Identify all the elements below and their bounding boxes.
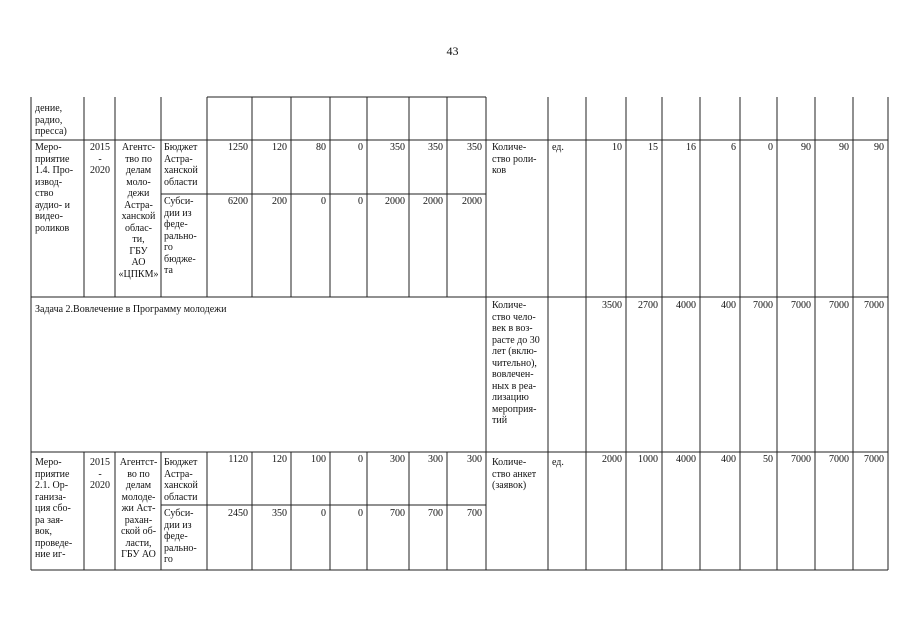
m21-indicator-value-2: 1000: [638, 454, 658, 465]
cell-line: ской об-: [120, 526, 157, 537]
m14-indicator-value-5: 0: [768, 142, 773, 153]
cell-line: рахан-: [124, 514, 153, 526]
m14-federal-value-3: 0: [321, 196, 326, 207]
cell-line: приятие: [35, 468, 70, 480]
cell-line: области: [164, 491, 198, 503]
cell-line: роликов: [35, 222, 70, 234]
m21-indicator-value-4: 400: [721, 454, 736, 465]
m21-regional-value-7: 300: [467, 454, 482, 465]
cell-line: ков: [492, 165, 507, 176]
cell-line: АО: [131, 257, 146, 268]
m21-indicator-value-5: 50: [763, 454, 773, 465]
cell-line: -: [98, 153, 102, 165]
m21-indicator-value-3: 4000: [676, 454, 696, 465]
cell-line: ство анкет: [492, 468, 537, 480]
cell-line: феде-: [164, 531, 188, 542]
cell-line: ти,: [132, 234, 145, 245]
task2-indicator-value-4: 400: [721, 300, 736, 311]
m14-indicator-value-3: 16: [686, 142, 696, 153]
m21-indicator-value-7: 7000: [829, 454, 849, 465]
cell-line: Субси-: [164, 508, 194, 519]
m14-source-regional: [162, 142, 207, 188]
cell-line: ных в реа-: [492, 380, 537, 392]
cell-line: чительно),: [492, 357, 537, 369]
m14-federal-value-4: 0: [358, 196, 363, 207]
m21-federal-value-1: 2450: [228, 508, 248, 519]
m21-period: [85, 457, 115, 492]
cell-line: Бюджет: [164, 457, 198, 468]
task2-indicator-value-3: 4000: [676, 300, 696, 311]
cell-line: делам: [125, 165, 152, 176]
cell-line: Количе-: [492, 142, 527, 153]
cell-line: аудио- и: [35, 199, 70, 211]
task2-indicator-value-7: 7000: [829, 300, 849, 311]
m21-regional-value-6: 300: [428, 454, 443, 465]
cell-line: дежи: [127, 188, 150, 199]
cell-line: век в воз-: [492, 323, 533, 334]
cell-line: дии из: [164, 519, 192, 531]
cell-line: области: [164, 176, 198, 188]
cell-line: Астра-: [124, 199, 153, 211]
m14-period: [85, 142, 115, 177]
m21-title: [33, 457, 83, 561]
task2-indicator-value-1: 3500: [602, 300, 622, 311]
cell-line: ция сбо-: [35, 503, 71, 514]
cell-line: го: [164, 242, 173, 253]
m21-federal-value-4: 0: [358, 508, 363, 519]
cell-line: лет (вклю-: [492, 346, 537, 357]
cell-line: Бюджет: [164, 142, 198, 153]
m14-regional-value-2: 120: [272, 142, 287, 153]
cell-line: тво по: [125, 153, 152, 165]
cell-line: 1.4. Про-: [35, 165, 74, 176]
task2-indicator: [490, 300, 548, 427]
m21-federal-value-2: 350: [272, 508, 287, 519]
cell-line: Агентс-: [121, 142, 156, 153]
cell-line: ханской: [121, 211, 156, 222]
cell-line: видео-: [35, 211, 63, 222]
cell-line: ние иг-: [35, 549, 66, 560]
cell-line: 2020: [90, 480, 110, 491]
m21-federal-value-3: 0: [321, 508, 326, 519]
m14-indicator: [490, 142, 546, 177]
cell-line: -: [98, 468, 102, 480]
top-fragment-text: дение, радио, пресса): [35, 103, 67, 137]
cell-line: 2015: [90, 457, 110, 468]
m21-federal-value-7: 700: [467, 508, 482, 519]
m21-federal-value-6: 700: [428, 508, 443, 519]
m14-federal-value-1: 6200: [228, 196, 248, 207]
cell-line: Количе-: [492, 300, 527, 311]
cell-line: Меро-: [35, 457, 62, 468]
cell-line: та: [164, 265, 173, 276]
cell-line: феде-: [164, 219, 188, 230]
m21-regional-value-2: 120: [272, 454, 287, 465]
m14-regional-value-6: 350: [428, 142, 443, 153]
task2-indicator-value-2: 2700: [638, 300, 658, 311]
m21-executor: [116, 457, 161, 561]
cell-line: ство роли-: [492, 153, 537, 165]
m14-indicator-value-8: 90: [874, 142, 884, 153]
cell-line: облас-: [124, 222, 153, 234]
m14-source-federal: [162, 196, 207, 277]
cell-line: лизацию: [492, 392, 529, 403]
task2-indicator-value-5: 7000: [753, 300, 773, 311]
m14-indicator-value-2: 15: [648, 142, 658, 153]
cell-line: ханской: [164, 480, 198, 491]
cell-line: Агентст-: [119, 457, 158, 468]
m21-regional-value-3: 100: [311, 454, 326, 465]
cell-line: ра зая-: [35, 514, 64, 526]
cell-line: ханской: [164, 165, 198, 176]
m21-federal-value-5: 700: [390, 508, 405, 519]
cell-line: ство чело-: [492, 311, 536, 323]
m21-indicator-value-6: 7000: [791, 454, 811, 465]
cell-line: 2015: [90, 142, 110, 153]
m14-indicator-value-7: 90: [839, 142, 849, 153]
m14-title: [33, 142, 83, 234]
m14-indicator-value-4: 6: [731, 142, 736, 153]
m21-source-federal: [162, 508, 207, 566]
cell-line: ГБУ АО: [121, 549, 156, 560]
cell-line: мероприя-: [492, 403, 537, 415]
m14-unit: ед.: [552, 142, 564, 153]
cell-line: моло-: [126, 176, 151, 188]
cell-line: рально-: [164, 230, 197, 242]
m14-regional-value-1: 1250: [228, 142, 248, 153]
m14-federal-value-5: 2000: [385, 196, 405, 207]
m14-regional-value-7: 350: [467, 142, 482, 153]
cell-line: Астра-: [164, 468, 193, 480]
task2-title: Задача 2.Вовлечение в Программу молодежи: [35, 304, 227, 315]
cell-line: Количе-: [492, 457, 527, 468]
cell-line: ство: [35, 188, 54, 199]
m21-unit: ед.: [552, 457, 564, 468]
cell-line: бюдже-: [164, 253, 196, 265]
cell-line: 2020: [90, 165, 110, 176]
cell-line: ласти,: [125, 537, 152, 549]
page-number: 43: [446, 44, 459, 58]
cell-line: ганиза-: [35, 491, 66, 503]
cell-line: приятие: [35, 153, 70, 165]
cell-line: Астра-: [164, 153, 193, 165]
cell-line: 2.1. Ор-: [35, 480, 69, 491]
cell-line: дии из: [164, 207, 192, 219]
cell-line: рально-: [164, 542, 197, 554]
cell-line: Субси-: [164, 196, 194, 207]
m14-indicator-value-6: 90: [801, 142, 811, 153]
m21-indicator: [490, 457, 546, 492]
m14-federal-value-6: 2000: [423, 196, 443, 207]
cell-line: Меро-: [35, 142, 62, 153]
m14-executor: [116, 142, 161, 280]
m14-regional-value-4: 0: [358, 142, 363, 153]
task2-indicator-value-8: 7000: [864, 300, 884, 311]
m21-indicator-value-8: 7000: [864, 454, 884, 465]
m21-regional-value-5: 300: [390, 454, 405, 465]
task2-indicator-value-6: 7000: [791, 300, 811, 311]
m21-indicator-value-1: 2000: [602, 454, 622, 465]
cell-line: «ЦПКМ»: [118, 268, 159, 280]
cell-line: расте до 30: [492, 334, 540, 346]
cell-line: молоде-: [121, 491, 156, 503]
cell-line: вок,: [35, 526, 53, 537]
m21-regional-value-4: 0: [358, 454, 363, 465]
m14-regional-value-3: 80: [316, 142, 326, 153]
m14-indicator-value-1: 10: [612, 142, 622, 153]
m21-source-regional: [162, 457, 207, 503]
cell-line: (заявок): [492, 480, 527, 491]
cell-line: вовлечен-: [492, 369, 534, 380]
cell-line: во по: [127, 468, 150, 480]
cell-line: ГБУ: [129, 245, 148, 257]
m21-regional-value-1: 1120: [228, 454, 248, 465]
cell-line: проведе-: [35, 537, 73, 549]
m14-regional-value-5: 350: [390, 142, 405, 153]
cell-line: тий: [492, 415, 508, 426]
cell-line: извод-: [35, 176, 63, 188]
cell-line: делам: [125, 480, 152, 491]
cell-line: жи Аст-: [121, 503, 156, 514]
m14-federal-value-2: 200: [272, 196, 287, 207]
m14-federal-value-7: 2000: [462, 196, 482, 207]
cell-line: го: [164, 554, 173, 565]
